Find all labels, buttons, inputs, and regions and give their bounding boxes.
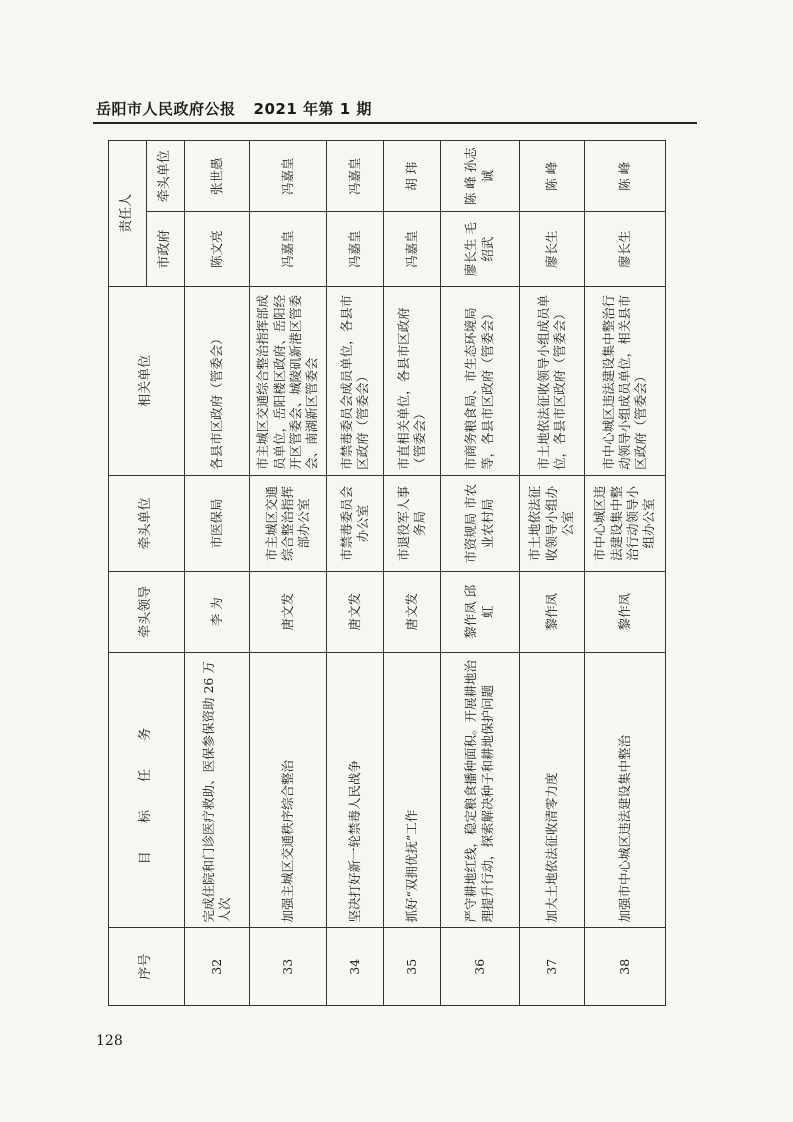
cell-lead-unit: 市退役军人事务局: [383, 475, 440, 571]
header-rule: [93, 122, 697, 124]
cell-seq: 38: [584, 928, 665, 1006]
cell-leader: 黎作凤 邱 虹: [440, 571, 519, 652]
cell-leader: 唐文发: [249, 571, 326, 652]
page-number: 128: [96, 1033, 123, 1049]
cell-resp-unit: 张世愚: [185, 141, 250, 212]
header-responsible: 责任人: [109, 141, 147, 287]
journal-issue: 2021 年第 1 期: [253, 100, 372, 118]
header-resp-gov: 市政府: [147, 212, 185, 286]
cell-resp-unit: 陈 峰: [584, 141, 665, 212]
table-row: [440, 141, 519, 1006]
cell-seq: 33: [249, 928, 326, 1006]
cell-leader: 黎作凤: [584, 571, 665, 652]
header-resp-unit: 牵头单位: [147, 141, 185, 212]
cell-seq: 34: [327, 928, 384, 1006]
cell-task: 严守耕地红线，稳定粮食播种面积。开展耕地治理提升行动，探索解决种子和耕地保护问题: [440, 652, 519, 928]
table-row: [519, 141, 584, 1006]
table-row: [383, 141, 440, 1006]
cell-resp-gov: 冯嘉皇: [383, 212, 440, 286]
header-task: 目 标 任 务: [109, 652, 185, 928]
cell-task: 抓好“双拥优抚”工作: [383, 652, 440, 928]
cell-seq: 32: [185, 928, 250, 1006]
cell-related: 市主城区交通综合整治指挥部成员单位，岳阳楼区政府、岳阳经开区管委会、城陵矶新港区管委会、南湖新区管委会: [249, 286, 326, 475]
table-row: [584, 141, 665, 1006]
header-related: 相关单位: [109, 286, 185, 475]
cell-seq: 37: [519, 928, 584, 1006]
cell-related: 市土地依法征收领导小组成员单位，各县市区政府（管委会）: [519, 286, 584, 475]
table-row: [249, 141, 326, 1006]
cell-resp-unit: 胡 玮: [383, 141, 440, 212]
cell-resp-gov: 冯嘉皇: [249, 212, 326, 286]
cell-task: 加大土地依法征收清零力度: [519, 652, 584, 928]
table-row: [327, 141, 384, 1006]
header-lead-unit: 牵头单位: [109, 475, 185, 571]
cell-resp-gov: 廖长生: [519, 212, 584, 286]
cell-lead-unit: 市主城区交通综合整治指挥部办公室: [249, 475, 326, 571]
cell-resp-unit: 陈 峰 孙志诚: [440, 141, 519, 212]
cell-related: 各县市区政府（管委会）: [185, 286, 250, 475]
cell-resp-unit: 冯嘉皇: [327, 141, 384, 212]
journal-title: 岳阳市人民政府公报: [96, 100, 236, 118]
cell-lead-unit: 市禁毒委员会办公室: [327, 475, 384, 571]
cell-leader: 唐文发: [327, 571, 384, 652]
cell-lead-unit: 市土地依法征收领导小组办公室: [519, 475, 584, 571]
cell-seq: 36: [440, 928, 519, 1006]
header-seq: 序号: [109, 928, 185, 1006]
header-leader: 牵头领导: [109, 571, 185, 652]
rotated-table-container: [108, 140, 666, 1006]
cell-task: 完成住院和门诊医疗救助、医保参保资助 26 万人次: [185, 652, 250, 928]
cell-resp-gov: 廖长生: [584, 212, 665, 286]
cell-resp-gov: 廖长生 毛绍武: [440, 212, 519, 286]
cell-leader: 唐文发: [383, 571, 440, 652]
cell-task: 加强市中心城区违法建设集中整治: [584, 652, 665, 928]
cell-lead-unit: 市医保局: [185, 475, 250, 571]
cell-resp-gov: 陈文亮: [185, 212, 250, 286]
cell-leader: 李 为: [185, 571, 250, 652]
table-row: [185, 141, 250, 1006]
task-table: [108, 140, 666, 1006]
cell-related: 市中心城区违法建设集中整治行动领导小组成员单位，相关县市区政府（管委会）: [584, 286, 665, 475]
cell-lead-unit: 市资规局 市农业农村局: [440, 475, 519, 571]
cell-leader: 黎作凤: [519, 571, 584, 652]
cell-resp-unit: 冯嘉皇: [249, 141, 326, 212]
cell-resp-unit: 陈 峰: [519, 141, 584, 212]
cell-seq: 35: [383, 928, 440, 1006]
cell-resp-gov: 冯嘉皇: [327, 212, 384, 286]
cell-related: 市商务粮食局、市生态环境局等，各县市区政府（管委会）: [440, 286, 519, 475]
cell-task: 加强主城区交通秩序综合整治: [249, 652, 326, 928]
cell-lead-unit: 市中心城区违法建设集中整治行动领导小组办公室: [584, 475, 665, 571]
cell-related: 市直相关单位，各县市区政府（管委会）: [383, 286, 440, 475]
cell-related: 市禁毒委员会成员单位，各县市区政府（管委会）: [327, 286, 384, 475]
cell-task: 坚决打好新一轮禁毒人民战争: [327, 652, 384, 928]
